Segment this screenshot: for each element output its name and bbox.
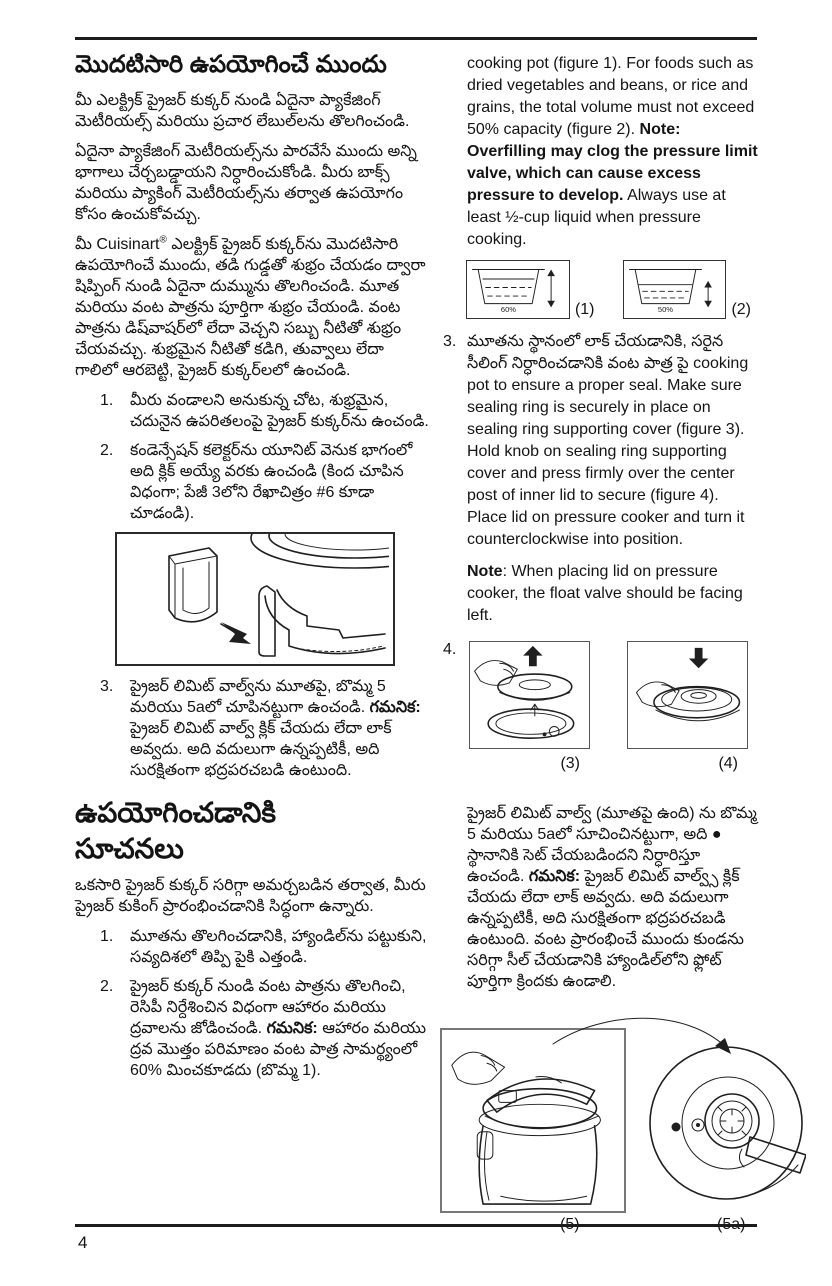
figure-1-drawing (467, 261, 567, 315)
list-item-number: 3. (443, 333, 457, 350)
list-item-number: 2. (100, 978, 114, 995)
figure-1-fill-level (466, 260, 570, 319)
section-heading-instructions-for-use: ఉపయోగించడానికి సూచనలు (75, 797, 277, 864)
figure-4-caption: (4) (718, 755, 738, 772)
arrow-down-icon (547, 301, 555, 308)
list-item-text: ప్రైజర్ కుక్కర్ నుండి వంట పాత్రను తొలగించి, రెసిపీ నిర్దేశించిన విధంగా ఆహారం మరియు ద్రవాలను జోడించండి. గమనిక: ఆహారం మరియు ద్రవ మొత్తం పరిమాణం వంట పాత్ర సామర్థ్యంలో 60% మించకూడదు (బొమ్మ 1). (130, 978, 427, 1079)
right-column (443, 48, 761, 1246)
figure-condensation-collector (115, 532, 395, 666)
arrow-down-icon (689, 648, 708, 668)
figure-2-caption: (2) (731, 301, 751, 318)
list-item-number: 1. (100, 928, 114, 945)
list-item-text: కండెన్సేషన్ కలెక్టర్‌ను యూనిట్ వెనుక భాగంలో అది క్లిక్ అయ్యే వరకు ఉంచండి (కింద చూపిన విధంగా; పేజీ 3లోని రేఖాచిత్రం #6 కూడా చూడండి). (130, 442, 413, 522)
figure-4-lid-pressed (627, 641, 748, 749)
list-item-number: 4. (443, 641, 457, 658)
list-item-text: ప్రైజర్ లిమిట్ వాల్వ్‌ను మూతపై, బొమ్మ 5 మరియు 5aలో చూపినట్టుగా ఉంచండి. గమనిక: ప్రైజర్ లిమిట్ వాల్వ్ క్లిక్ చేయదు లేదా లాక్ అవ్వదు. అది వదులుగా ఉన్నప్పటికీ, అది సురక్షితంగా భద్రపరచబడి ఉంటుంది. (130, 678, 421, 779)
list-item-number: 3. (100, 678, 114, 695)
figure-row-3-4 (443, 639, 761, 779)
figure-3-column (469, 641, 588, 773)
figure-4-column (627, 641, 746, 773)
paragraph: మీ Cuisinart® ఎలక్ట్రిక్ ప్రైజర్ కుక్కర్‌ను మొదటిసారి ఉపయోగించే ముందు, తడి గుడ్డతో శుభ్రం చేయడం ద్వారా షిప్పింగ్ నుండి ఏదైనా దుమ్మును తొలగించండి. మూత మరియు వంట పాత్రను పూర్తిగా శుభ్రం చేయండి. వంట పాత్రను డిష్‌వాషర్‌లో లేదా వెచ్చని సబ్బు నీటితో శుభ్రం చేయవచ్చు. శుభ్రమైన నీటితో కడిగి, తువ్వాలు లేదా గాలిలో ఆరబెట్టి, ప్రైజర్ కుక్కర్‌లలో ఉంచండి. (75, 234, 426, 379)
figure-3-lid-assembly (469, 641, 590, 749)
top-rule (75, 37, 757, 40)
list-item-number: 1. (100, 392, 114, 409)
arrow-up-icon (523, 646, 542, 666)
section-heading-before-first-use: మొదటిసారి ఉపయోగించే ముందు (75, 51, 387, 78)
figure-row-1-2 (466, 260, 761, 319)
paragraph: ప్రైజర్ లిమిట్ వాల్వ్ (మూతపై ఉంది) ను బొమ్మ 5 మరియు 5aలో సూచించినట్టుగా, అది ● స్థానానికి సెట్ చేయబడిందని నిర్ధారిస్తూ ఉంచండి. గమనిక: ప్రైజర్ లిమిట్ వాల్వ్స్ క్లిక్ చేయదు లేదా లాక్ అవ్వదు. అది వదులుగా ఉన్నప్పటికీ, అది సురక్షితంగా భద్రపరచబడి ఉంటుంది. వంట ప్రారంభించే ముందు కుండను సరిగ్గా సీల్ చేయడానికి హ్యాండిల్‌లోని ఫ్లోట్ పూర్తిగా క్రిందకు ఉండాలి. (467, 805, 757, 990)
list-item-text: మూతను స్థానంలో లాక్ చేయడానికి, సరైన సీలింగ్ నిర్ధారించడానికి వంట పాత్ర పై cooking pot to ensure a proper seal. Make sure sealing ring is securely in place on sealing ring supporting cover (figure 3). Hold knob on sealing ring supporting cover and press firmly over the center post of inner lid to secure (figure 4). Place lid on pressure cooker and turn it counterclockwise into position. (467, 333, 749, 548)
figure-2-fill-level (623, 260, 727, 319)
list-item (75, 390, 431, 432)
figure-1-caption: (1) (574, 301, 595, 318)
list-item (75, 676, 431, 781)
figure-2-drawing (624, 261, 724, 315)
left-column (75, 48, 431, 1089)
svg-text:50%: 50% (657, 305, 673, 315)
figure-row-5-5a (440, 1018, 812, 1246)
figure-3-caption: (3) (560, 755, 580, 772)
list-item-number: 2. (100, 442, 114, 459)
bottom-rule (75, 1224, 757, 1227)
figure-4-drawing (628, 642, 744, 745)
paragraph: ఒకసారి ప్రైజర్ కుక్కర్ సరిగ్గా అమర్చబడిన తర్వాత, మీరు ప్రైజర్ కుకింగ్ ప్రారంభించడానికి సిద్ధంగా ఉన్నారు. (75, 877, 426, 915)
condensation-collector-drawing (117, 534, 389, 660)
position-dot (672, 1123, 681, 1132)
paragraph: మీ ఎలక్ట్రిక్ ప్రైజర్ కుక్కర్ నుండి ఏదైనా ప్యాకేజింగ్ మెటీరియల్స్ మరియు ప్రచార లేబుల్‌లను తొలగించండి. (75, 92, 410, 130)
figure-3-drawing (470, 642, 586, 745)
list-item (75, 440, 431, 524)
svg-text:60%: 60% (500, 305, 517, 315)
arrow-up-icon (547, 270, 555, 277)
figure-5a-drawing (646, 1043, 806, 1203)
list-item (443, 331, 761, 551)
arrow-down-icon (704, 301, 712, 308)
list-item-text: మూతను తొలగించడానికి, హ్యాండిల్‌ను పట్టుకుని, సవ్యదిశలో తిప్పి పైకి ఎత్తండి. (130, 928, 427, 966)
list-item (75, 976, 431, 1081)
page-number: 4 (78, 1233, 88, 1252)
list-item-text: మీరు వండాలని అనుకున్న చోట, శుభ్రమైన, చదునైన ఉపరితలంపై ప్రైజర్ కుక్కర్‌ను ఉంచండి. (130, 392, 429, 430)
paragraph: ఏదైనా ప్యాకేజింగ్ మెటీరియల్స్‌ను పారవేసే ముందు అన్ని భాగాలు చేర్చబడ్డాయని నిర్ధారించుకోండి. మీరు బాక్స్ మరియు ప్యాకింగ్ మెటీరియల్స్‌ను తర్వాత ఉపయోగం కోసం ఉంచుకోవచ్చు. (75, 143, 417, 223)
note-paragraph: Note: When placing lid on pressure cooker, the float valve should be facing left. (467, 563, 743, 624)
paragraph: cooking pot (figure 1). For foods such as dried vegetables and beans, or rice and grains, the total volume must not exceed 50% capacity (figure 2). Note: Overfilling may clog the pressure limit valve, which can cause excess pressure to develop. Always use at least ½-cup liquid when pressure cooking. (467, 55, 758, 248)
arrow-up-icon (704, 281, 712, 288)
list-item (75, 926, 431, 968)
registered-trademark-symbol: ® (159, 234, 167, 246)
